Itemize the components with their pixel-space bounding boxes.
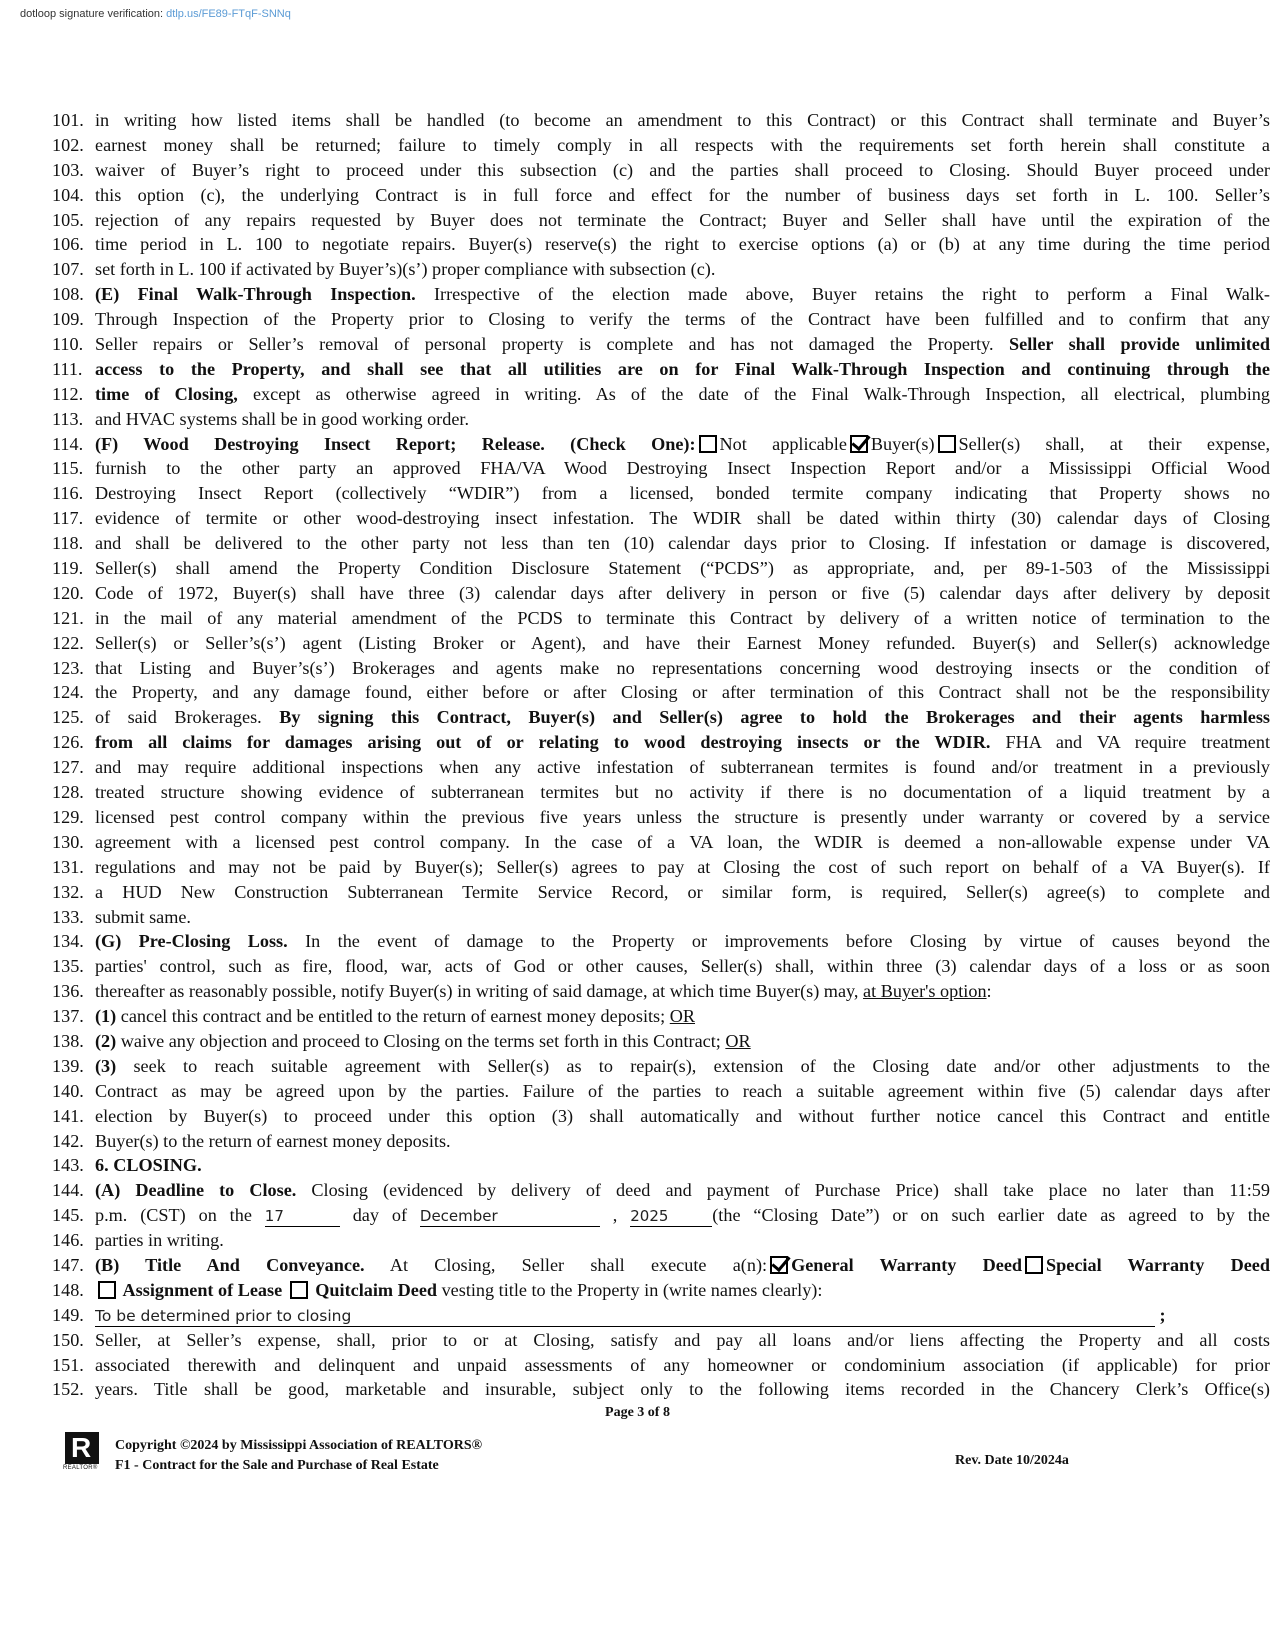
text-run: cancel this contract and be entitled to the return of earnest money deposits; [116, 1006, 670, 1027]
line-number: 133. [52, 906, 84, 927]
line-number: 119. [52, 558, 84, 579]
text-run: except as otherwise agreed in writing. As of the date of the Final Walk-Through Inspection, all electrical, plumbing [237, 383, 1270, 404]
line-number: 108. [52, 284, 84, 305]
bold-text: (G) Pre-Closing Loss. [95, 931, 288, 952]
line-number: 150. [52, 1329, 84, 1350]
contract-line [52, 432, 1270, 457]
contract-line [52, 830, 1270, 855]
text-run: this option (c), the underlying Contract is in full force and effect for the number of business days set forth in L. 100. Seller’s [95, 184, 1270, 205]
bold-text: (A) Deadline to Close. [95, 1180, 297, 1201]
line-number: 129. [52, 806, 84, 827]
contract-line [52, 1004, 1222, 1029]
line-text [95, 1178, 1270, 1203]
text-run: associated therewith and delinquent and unpaid assessments of any homeowner or condominium association (if applicable) for prior [95, 1354, 1270, 1375]
bold-text: (B) Title And Conveyance. [95, 1254, 365, 1275]
contract-line [52, 1054, 1270, 1079]
contract-line [52, 1278, 1222, 1303]
contract-line [52, 357, 1270, 382]
text-run: regulations and may not be paid by Buyer(s); Seller(s) agrees to pay at Closing the cost of such report on behalf of a VA Buyer(s). If [95, 856, 1270, 877]
line-number: 136. [52, 981, 84, 1002]
text-run: Irrespective of the election made above, Buyer retains the right to perform a Final Walk- [415, 284, 1270, 305]
contract-line [52, 705, 1270, 730]
contract-line [52, 307, 1270, 332]
bold-text: Seller shall provide unlimited [1009, 334, 1270, 355]
line-number: 146. [52, 1230, 84, 1251]
text-run: furnish to the other party an approved FHA/VA Wood Destroying Insect Inspection Report and/or a Mississippi Official Wood [95, 458, 1270, 479]
line-text [95, 1153, 1270, 1178]
contract-line [52, 232, 1270, 257]
verification-link[interactable]: dtlp.us/FE89-FTqF-SNNq [166, 8, 291, 20]
bold-text: 6. CLOSING. [95, 1155, 202, 1176]
bold-text: General Warranty Deed [791, 1254, 1023, 1275]
text-run: and may require additional inspections when any active infestation of subterranean termites is found and/or treatment in a previously [95, 757, 1270, 778]
text-run: day of [339, 1205, 420, 1226]
line-number: 127. [52, 757, 84, 778]
bold-text: By signing this Contract, Buyer(s) and Seller(s) agree to hold the Brokerages and their agents harmless [279, 707, 1270, 728]
line-text [95, 1303, 1270, 1328]
text-run: rejection of any repairs requested by Buyer does not terminate the Contract; Buyer and Seller shall have until the expiration of the [95, 209, 1270, 230]
text-run: Closing (evidenced by delivery of deed and payment of Purchase Price) shall take place no later than 11:59 [296, 1180, 1270, 1201]
line-number: 151. [52, 1354, 84, 1375]
text-run: the Property, and any damage found, either before or after Closing or after termination of this Contract shall not be the responsibility [95, 682, 1270, 703]
contract-line [52, 680, 1270, 705]
line-text [95, 581, 1270, 606]
contract-line [52, 1228, 1222, 1253]
contract-line [52, 755, 1270, 780]
line-text [95, 1278, 1270, 1303]
line-number: 115. [52, 458, 84, 479]
line-text [95, 208, 1270, 233]
copyright-text: Copyright ©2024 by Mississippi Association of REALTORS® [115, 1438, 483, 1453]
line-text [95, 481, 1270, 506]
verification-label: dotloop signature verification: [20, 8, 164, 20]
line-number: 123. [52, 657, 84, 678]
contract-line [52, 954, 1270, 979]
checkbox-checked[interactable] [850, 435, 868, 453]
closing-date-field[interactable]: 2025 [630, 1206, 712, 1227]
contract-line [52, 855, 1270, 880]
line-text [95, 332, 1270, 357]
contract-body [52, 108, 1270, 1402]
line-text [95, 1029, 1270, 1054]
line-text [95, 282, 1270, 307]
contract-line [52, 929, 1270, 954]
bold-text: (E) Final Walk-Through Inspection. [95, 284, 416, 305]
line-text [95, 158, 1270, 183]
contract-line [52, 631, 1270, 656]
bold-text: ; [1155, 1304, 1166, 1325]
form-title: F1 - Contract for the Sale and Purchase of Real Estate [115, 1458, 439, 1473]
line-text [95, 456, 1270, 481]
text-run: Contract as may be agreed upon by the parties. Failure of the parties to reach a suitable agreement within five (5) calendar days after [95, 1080, 1270, 1101]
page-number: Page 3 of 8 [605, 1405, 670, 1420]
line-text [95, 133, 1270, 158]
text-run: evidence of termite or other wood-destroying insect infestation. The WDIR shall be dated within thirty (30) calendar days of Closing [95, 508, 1270, 529]
text-run: Seller(s) or Seller’s(s’) agent (Listing Broker or Agent), and have their Earnest Money refunded. Buyer(s) and Seller(s) acknowledge [95, 632, 1270, 653]
line-text [95, 1054, 1270, 1079]
text-run: election by Buyer(s) to proceed under this option (3) shall automatically and without further notice cancel this Contract and entitle [95, 1105, 1270, 1126]
line-number: 149. [52, 1304, 84, 1325]
line-number: 120. [52, 582, 84, 603]
checkbox-unchecked[interactable] [938, 435, 956, 453]
text-run: in the mail of any material amendment of the PCDS to terminate this Contract by delivery of a written notice of termination to the [95, 607, 1270, 628]
text-run: treated structure showing evidence of subterranean termites but no activity if there is no documentation of a liquid treatment by a [95, 782, 1270, 803]
line-text [95, 1129, 1270, 1154]
signature-verification [20, 8, 291, 20]
contract-line [52, 1153, 1222, 1178]
line-text [95, 929, 1270, 954]
line-text [95, 954, 1270, 979]
text-run: waiver of Buyer’s right to proceed under this subsection (c) and the parties shall proceed to Closing. Should Buyer proceed under [95, 159, 1270, 180]
contract-line [52, 1253, 1270, 1278]
line-number: 114. [52, 433, 84, 454]
line-number: 110. [52, 334, 84, 355]
contract-line [52, 382, 1270, 407]
text-run: of said Brokerages. [95, 707, 280, 728]
text-run: in writing how listed items shall be handled (to become an amendment to this Contract) or this Contract shall terminate and Buyer’s [95, 110, 1270, 130]
line-number: 103. [52, 159, 84, 180]
contract-line [52, 1079, 1270, 1104]
line-number: 128. [52, 782, 84, 803]
text-run: Destroying Insect Report (collectively “WDIR”) from a licensed, bonded termite company indicating that Property shows no [95, 483, 1270, 504]
underlined-text: OR [725, 1030, 751, 1051]
line-number: 126. [52, 732, 84, 753]
contract-line [52, 1377, 1270, 1402]
text-run: submit same. [95, 906, 191, 927]
bold-text: Assignment of Lease [119, 1279, 287, 1300]
line-number: 113. [52, 408, 84, 429]
bold-text: Special Warranty Deed [1046, 1254, 1270, 1275]
line-text [95, 1377, 1270, 1402]
contract-line [52, 158, 1270, 183]
text-run: licensed pest control company within the previous five years unless the structure is presently under warranty or covered by a service [95, 806, 1270, 827]
copyright-block [115, 1436, 482, 1476]
line-text [95, 880, 1270, 905]
line-text [95, 1228, 1270, 1253]
text-run: Seller(s) shall amend the Property Condition Disclosure Statement (“PCDS”) as appropriate, and, per 89-1-503 of the Mississippi [95, 558, 1270, 579]
logo-letter: R [71, 1432, 92, 1463]
line-number: 118. [52, 533, 84, 554]
line-number: 106. [52, 234, 84, 255]
line-number: 138. [52, 1030, 84, 1051]
line-text [95, 307, 1270, 332]
line-number: 152. [52, 1379, 84, 1400]
line-text [95, 905, 1270, 930]
vesting-names-field[interactable]: To be determined prior to closing [95, 1306, 1155, 1327]
contract-line [52, 208, 1270, 233]
line-number: 117. [52, 508, 84, 529]
contract-line [52, 1353, 1270, 1378]
contract-line [52, 730, 1270, 755]
line-number: 142. [52, 1130, 84, 1151]
contract-line [52, 506, 1270, 531]
bold-text: (F) Wood Destroying Insect Report; Release. (Check One): [95, 433, 696, 454]
line-text [95, 556, 1270, 581]
bold-text: (3) [95, 1055, 117, 1076]
bold-text: access to the Property, and shall see that all utilities are on for Final Walk-Through Inspection and continuing through the [95, 358, 1270, 379]
line-number: 104. [52, 184, 84, 205]
contract-line [52, 1303, 1222, 1328]
text-run: Code of 1972, Buyer(s) shall have three (3) calendar days after delivery in person or five (5) calendar days after delivery by deposit [95, 582, 1270, 603]
text-run: Seller, at Seller’s expense, shall, prior to or at Closing, satisfy and pay all loans and/or liens affecting the Property and all costs [95, 1329, 1270, 1350]
line-number: 144. [52, 1180, 84, 1201]
contract-line [52, 556, 1270, 581]
contract-line [52, 108, 1270, 133]
line-number: 139. [52, 1055, 84, 1076]
line-number: 112. [52, 383, 84, 404]
text-run: parties' control, such as fire, flood, war, acts of God or other causes, Seller(s) shall, within three (3) calendar days of a loss or as soon [95, 956, 1270, 977]
line-text [95, 1203, 1270, 1228]
text-run: p.m. (CST) on the [95, 1205, 265, 1226]
line-text [95, 506, 1270, 531]
bold-text: (1) [95, 1006, 117, 1027]
text-run: (the “Closing Date”) or on such earlier date as agreed to by the [712, 1205, 1270, 1226]
text-run: thereafter as reasonably possible, notify Buyer(s) in writing of said damage, at which time Buyer(s) may, [95, 981, 864, 1002]
text-run: that Listing and Buyer’s(s’) Brokerages and agents make no representations concerning wood destroying insects or the condition of [95, 657, 1270, 678]
line-number: 148. [52, 1279, 84, 1300]
contract-line [52, 407, 1222, 432]
text-run: waive any objection and proceed to Closing on the terms set forth in this Contract; [116, 1030, 726, 1051]
contract-line [52, 606, 1270, 631]
text-run: years. Title shall be good, marketable and insurable, subject only to the following items recorded in the Chancery Clerk’s Office(s) [95, 1379, 1270, 1400]
text-run: Seller repairs or Seller’s removal of personal property is complete and has not damaged the Property. [95, 334, 1010, 355]
line-number: 140. [52, 1080, 84, 1101]
line-number: 109. [52, 309, 84, 330]
line-text [95, 1253, 1270, 1278]
line-number: 135. [52, 956, 84, 977]
contract-line [52, 257, 1222, 282]
line-text [95, 656, 1270, 681]
line-number: 121. [52, 607, 84, 628]
line-text [95, 730, 1270, 755]
line-number: 137. [52, 1006, 84, 1027]
underlined-text: at Buyer's option [863, 981, 987, 1002]
line-text [95, 780, 1270, 805]
closing-date-field[interactable]: 17 [265, 1206, 340, 1227]
bold-text: from all claims for damages arising out of or relating to wood destroying insects or the WDIR. [95, 732, 991, 753]
line-number: 147. [52, 1254, 84, 1275]
text-run: Buyer(s) [870, 433, 935, 454]
line-number: 107. [52, 259, 84, 280]
text-run: At Closing, Seller shall execute a(n): [364, 1254, 768, 1275]
bold-text: (2) [95, 1030, 117, 1051]
line-text [95, 680, 1270, 705]
contract-line [52, 531, 1270, 556]
line-text [95, 232, 1270, 257]
contract-line [52, 780, 1270, 805]
line-text [95, 1104, 1270, 1129]
line-number: 102. [52, 134, 84, 155]
contract-line [52, 905, 1222, 930]
line-text [95, 531, 1270, 556]
line-text [95, 705, 1270, 730]
text-run: seek to reach suitable agreement with Seller(s) as to repair(s), extension of the Closing date and/or other adjustments to the [116, 1055, 1270, 1076]
line-number: 101. [52, 110, 84, 130]
line-number: 131. [52, 856, 84, 877]
contract-line [52, 1104, 1270, 1129]
text-run: time period in L. 100 to negotiate repairs. Buyer(s) reserve(s) the right to exercise options (a) or (b) at any time during the time period [95, 234, 1270, 255]
line-number: 143. [52, 1155, 84, 1176]
contract-line [52, 656, 1270, 681]
underlined-text: OR [669, 1006, 696, 1027]
line-text [95, 357, 1270, 382]
contract-line [52, 1029, 1222, 1054]
line-text [95, 631, 1270, 656]
line-text [95, 855, 1270, 880]
contract-line [52, 282, 1270, 307]
text-run: Buyer(s) to the return of earnest money deposits. [95, 1130, 451, 1151]
text-run: earnest money shall be returned; failure to timely comply in all respects with the requirements set forth herein shall constitute a [95, 134, 1270, 155]
text-run: and shall be delivered to the other party not less than ten (10) calendar days prior to Closing. If infestation or damage is discovered, [95, 533, 1270, 554]
contract-line [52, 581, 1270, 606]
line-text [95, 257, 1270, 282]
line-text [95, 830, 1270, 855]
line-text [95, 407, 1270, 432]
text-run: , [599, 1205, 631, 1226]
line-text [95, 382, 1270, 407]
contract-line [52, 481, 1270, 506]
checkbox-unchecked[interactable] [98, 1281, 116, 1299]
text-run: a HUD New Construction Subterranean Termite Service Record, or similar form, is required, Seller(s) agree(s) to complete and [95, 881, 1270, 902]
line-text [95, 432, 1270, 457]
line-number: 130. [52, 831, 84, 852]
contract-line [52, 979, 1222, 1004]
text-run: and HVAC systems shall be in good working order. [95, 408, 469, 429]
contract-line [52, 1178, 1270, 1203]
bold-text: Quitclaim Deed [310, 1279, 438, 1300]
text-run: FHA and VA require treatment [990, 732, 1270, 753]
text-run: parties in writing. [95, 1230, 224, 1251]
line-number: 122. [52, 632, 84, 653]
line-number: 116. [52, 483, 84, 504]
contract-line [52, 1203, 1270, 1228]
text-run: Not applicable [719, 433, 847, 454]
line-text [95, 979, 1270, 1004]
text-run: agreement with a licensed pest control company. In the case of a VA loan, the WDIR is deemed a non-allowable expense under VA [95, 831, 1270, 852]
contract-line [52, 805, 1270, 830]
contract-line [52, 1129, 1222, 1154]
line-text [95, 108, 1270, 133]
text-run: : [986, 981, 992, 1002]
line-number: 145. [52, 1205, 84, 1226]
contract-line [52, 880, 1270, 905]
checkbox-unchecked[interactable] [290, 1281, 308, 1299]
line-number: 111. [52, 358, 83, 379]
contract-line [52, 332, 1270, 357]
contract-line [52, 183, 1270, 208]
line-text [95, 1353, 1270, 1378]
line-number: 105. [52, 209, 84, 230]
contract-line [52, 1328, 1270, 1353]
checkbox-unchecked[interactable] [1025, 1256, 1043, 1274]
line-text [95, 606, 1270, 631]
line-text [95, 1079, 1270, 1104]
line-number: 125. [52, 707, 84, 728]
line-number: 141. [52, 1105, 84, 1126]
bold-text: time of Closing, [95, 383, 238, 404]
contract-line [52, 456, 1270, 481]
line-number: 134. [52, 931, 84, 952]
realtor-logo [63, 1432, 99, 1471]
logo-tag: REALTOR® [63, 1465, 98, 1471]
line-number: 124. [52, 682, 84, 703]
text-run: In the event of damage to the Property or improvements before Closing by virtue of causes beyond the [287, 931, 1270, 952]
line-text [95, 1004, 1270, 1029]
realtor-logo-icon [65, 1432, 99, 1464]
closing-date-field[interactable]: December [420, 1206, 600, 1227]
checkbox-checked[interactable] [770, 1256, 788, 1274]
text-run: Seller(s) shall, at their expense, [958, 433, 1270, 454]
checkbox-unchecked[interactable] [699, 435, 717, 453]
line-number: 132. [52, 881, 84, 902]
text-run: Through Inspection of the Property prior to Closing to verify the terms of the Contract have been fulfilled and to confirm that any [95, 309, 1270, 330]
text-run: vesting title to the Property in (write names clearly): [437, 1279, 823, 1300]
line-text [95, 1328, 1270, 1353]
line-text [95, 183, 1270, 208]
contract-line [52, 133, 1270, 158]
line-text [95, 755, 1270, 780]
revision-date: Rev. Date 10/2024a [955, 1453, 1069, 1468]
text-run: set forth in L. 100 if activated by Buyer’s)(s’) proper compliance with subsection (c). [95, 259, 716, 280]
line-text [95, 805, 1270, 830]
